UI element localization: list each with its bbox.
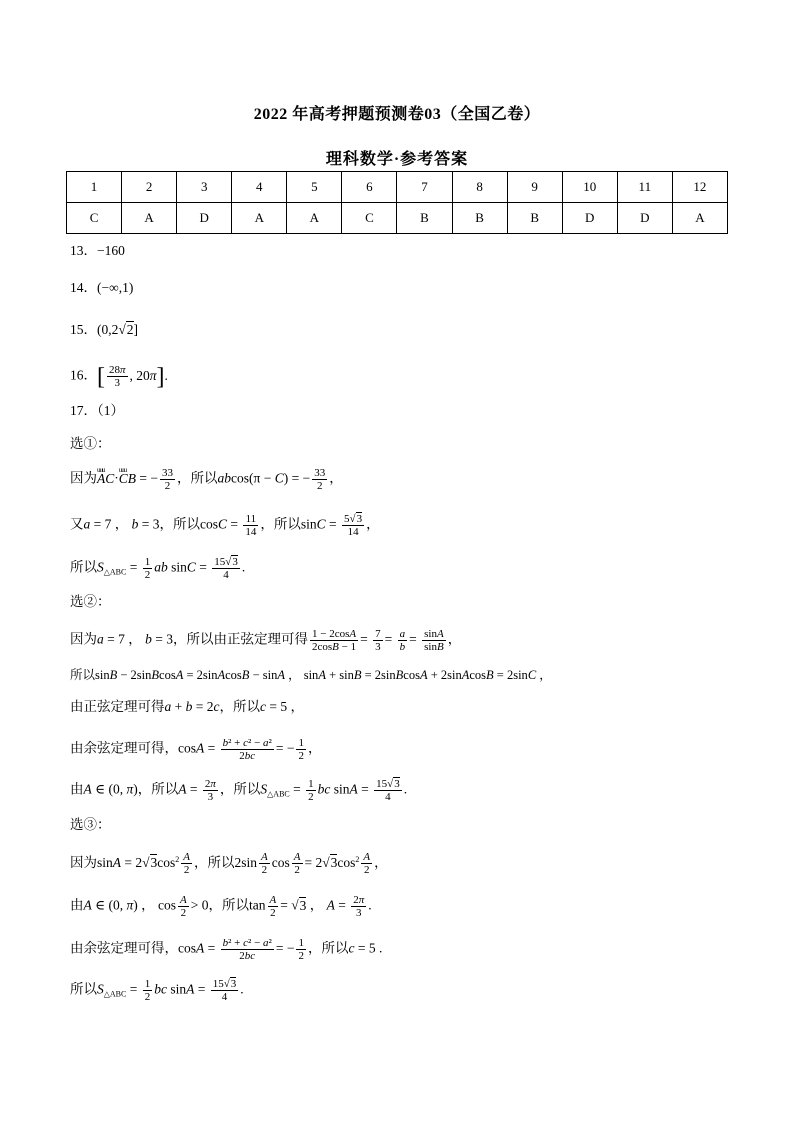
table-cell: D	[562, 203, 617, 234]
table-cell: A	[122, 203, 177, 234]
answer-17-heading: 17．（1）	[70, 403, 124, 418]
option-2-heading: 选②：	[70, 594, 111, 609]
table-cell: 11	[617, 172, 672, 203]
answer-16-value: [ $\frac{28\pi}{3}$ , 20π].	[97, 363, 168, 390]
table-cell: A	[672, 203, 727, 234]
solution-line: 由A ∈ (0, π)，所以A = $\frac{2\pi}{3}$ ，所以$S_{\triangle ABC}$ = $\frac{1}{2}$ bc sinA = $\frac{15√3}{4}$ .	[70, 778, 408, 803]
table-cell: 2	[122, 172, 177, 203]
table-row	[67, 203, 728, 234]
answer-14: 14．(−∞,1)	[70, 280, 134, 295]
solution-line: 又a = 7 ， b = 3，所以cosC = $\frac{11}{14}$ ，所以sinC = $\frac{5√3}{14}$ ，	[70, 513, 380, 538]
answer-table	[66, 171, 728, 234]
table-cell: A	[287, 203, 342, 234]
solution-line: 所以$S_{\triangle ABC}$ = $\frac{1}{2}$ ab sinC = $\frac{15√3}{4}$ .	[70, 556, 246, 581]
table-cell: A	[232, 203, 287, 234]
table-cell: 7	[397, 172, 452, 203]
table-cell: B	[507, 203, 562, 234]
table-cell: 3	[177, 172, 232, 203]
answer-13: 13．−160	[70, 243, 125, 258]
table-cell: 10	[562, 172, 617, 203]
answer-15: 15．(0,2√2]	[70, 322, 139, 337]
table-cell: C	[67, 203, 122, 234]
answer-16: 16．[ $\frac{28\pi}{3}$ , 20π].	[70, 363, 168, 390]
table-cell: 4	[232, 172, 287, 203]
solution-line: 因为a = 7 ， b = 3，所以由正弦定理可得 $\frac{1 - 2\cos A}{2\cos B - 1}$ = $\frac{7}{3}$ = $\frac{a}{b}$ = $\frac{\sin A}{\sin B}$ ，	[70, 628, 462, 653]
table-cell: 9	[507, 172, 562, 203]
solution-line: 所以sinB − 2sinBcosA = 2sinAcosB − sinA ， sinA + sinB = 2sinBcosA + 2sinAcosB = 2sinC ，	[70, 668, 552, 682]
table-cell: 12	[672, 172, 727, 203]
table-cell: 6	[342, 172, 397, 203]
solution-line: 所以$S_{\triangle ABC}$ = $\frac{1}{2}$ bc sinA = $\frac{15√3}{4}$ .	[70, 978, 244, 1003]
page-subtitle: 理科数学·参考答案	[325, 151, 469, 168]
solution-line: 由正弦定理可得a + b = 2c，所以c = 5 ，	[70, 699, 304, 714]
option-3-heading: 选③：	[70, 817, 111, 832]
page-title: 2022 年高考押题预测卷03（全国乙卷）	[253, 106, 541, 123]
table-cell: D	[617, 203, 672, 234]
option-1-heading: 选①：	[70, 436, 111, 451]
table-cell: B	[397, 203, 452, 234]
table-row	[67, 172, 728, 203]
answer-15-value: (0,2√2]	[97, 322, 139, 337]
table-cell: 8	[452, 172, 507, 203]
solution-line: 由余弦定理可得，cosA = $\frac{\text{b² + c² − a²}}{2bc}$ = − $\frac{1}{2}$ ，	[70, 737, 322, 762]
answer-14-value: (−∞,1)	[97, 280, 134, 295]
solution-line: 由余弦定理可得，cosA = $\frac{\text{b² + c² − a²}}{2bc}$ = − $\frac{1}{2}$ ，所以c = 5 .	[70, 937, 383, 962]
table-cell: 1	[67, 172, 122, 203]
table-cell: B	[452, 203, 507, 234]
table-cell: 5	[287, 172, 342, 203]
table-cell: C	[342, 203, 397, 234]
table-cell: D	[177, 203, 232, 234]
answer-13-value: −160	[97, 243, 125, 258]
solution-line: 由A ∈ (0, π) ， cos $\frac{A}{2}$ > 0，所以tan $\frac{A}{2}$ = √3 ， A = $\frac{2\pi}{3}$ .	[70, 894, 372, 919]
solution-line: 因为uuu AC·uuu CB = − $\frac{33}{2}$ ，所以abcos(π − C) = − $\frac{33}{2}$ ，	[70, 467, 343, 492]
solution-line: 因为$\sin A = 2√3\cos^2$ $\frac{A}{2}$ ，所以2sin $\frac{A}{2}$ cos $\frac{A}{2}$ = $2√3\cos^2$ $\frac{A}{2}$ ，	[70, 851, 388, 877]
